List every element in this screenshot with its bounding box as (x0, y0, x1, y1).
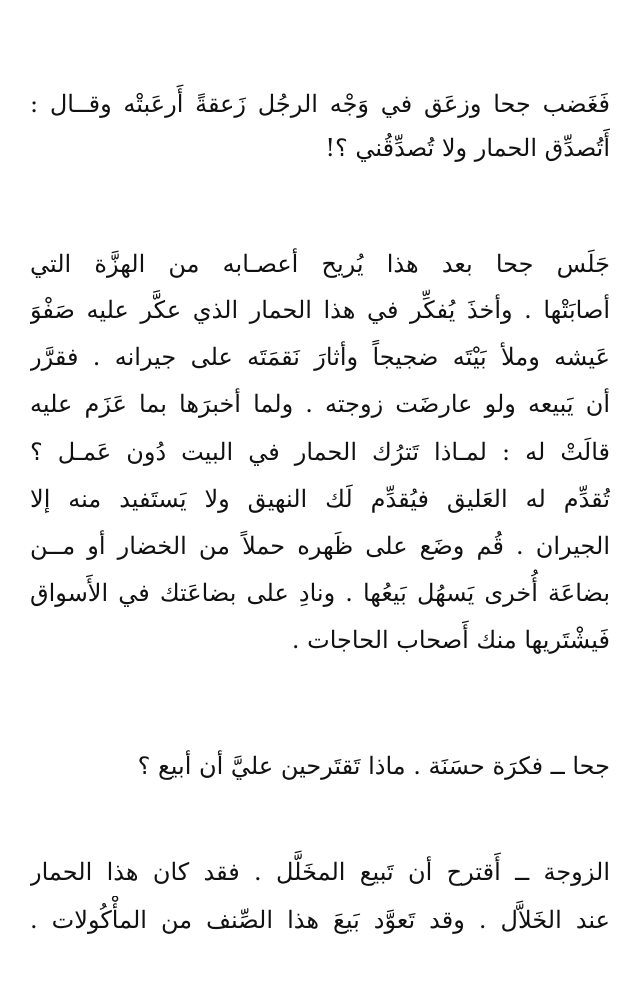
text-line: أَتُصدِّق الحمار ولا تُصدِّقُني ؟! (325, 134, 610, 162)
text-line: جحا ــ فكرَة حسَنَة . ماذا تَقتَرحين عليَّ أن أبيع ؟ (137, 752, 610, 780)
text-line: فَيشْتَريها منك أَصحاب الحاجات . (291, 626, 610, 654)
text-line: عَيشه وملأ بَيْتَه ضجيجاً وأثارَ نَقمَتَه على جيرانه . فقرَّر (30, 343, 610, 371)
text-line: فَغَضب جحا وزعَق في وَجْه الرجُل زَعقةً أَرعَبتْه وقــال : (30, 90, 610, 118)
text-line: جَلَس جحا بعد هذا يُريح أعصـابه من الهزَّة التي (30, 250, 610, 278)
text-line: أن يَبيعه ولو عارضَت زوجته . ولما أخبرَها بما عَزَم عليه (30, 390, 610, 418)
text-line: عند الخَلاَّل . وقد تَعوَّد بَيعَ هذا الصِّنف من المأْكُولات . (30, 906, 610, 934)
text-line: بضاعَة أُخرى يَسهُل بَيعُها . ونادِ على بضاعَتك في الأَسواق (30, 579, 610, 607)
text-line: الجيران . قُم وضَع على ظَهره حملاً من الخضار أو مــن (30, 532, 610, 560)
text-line: قالَتْ له : لمـاذا تَترُك الحمار في البيت دُون عَمـل ؟ (30, 438, 610, 466)
text-line: أصابَتْها . وأخذَ يُفكِّر في هذا الحمار الذي عكَّر عليه صَفْوَ (30, 296, 610, 324)
text-line: الزوجة ــ أَقترح أن تَبيع المخَلَّل . فقد كان هذا الحمار (30, 858, 610, 886)
text-line: تُقدِّم له العَليق فيُقدِّم لَك النهيق ولا يَستَفيد منه إلا (30, 485, 610, 513)
